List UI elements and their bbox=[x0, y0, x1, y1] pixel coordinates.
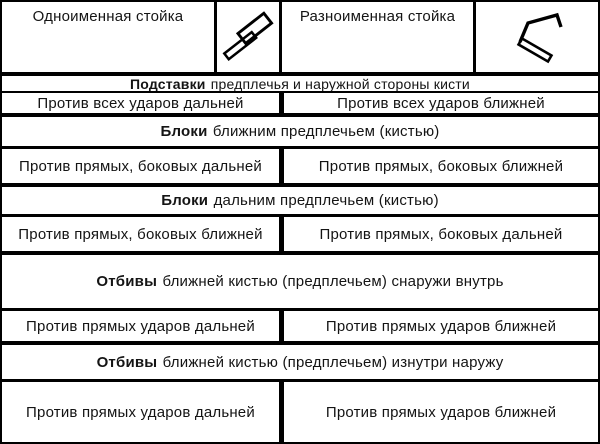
section-header-bold: Отбивы bbox=[96, 353, 158, 371]
cell-right: Против всех ударов ближней bbox=[337, 94, 545, 112]
same-name-stance-label: Одноименная стойка bbox=[2, 2, 217, 72]
different-name-stance-label: Разноименная стойка bbox=[282, 2, 476, 72]
different-name-stance-feet-icon bbox=[505, 8, 569, 66]
section-header-rest: дальним предплечьем (кистью) bbox=[209, 192, 439, 209]
section-row-bloki-far bbox=[2, 214, 598, 251]
section-row-otbivy-outside-in bbox=[2, 308, 598, 341]
cell-left: Против прямых, боковых дальней bbox=[2, 149, 284, 183]
cell-right: Против прямых ударов ближней bbox=[325, 403, 557, 421]
section-header-text bbox=[130, 76, 470, 92]
section-header-rest: ближней кистью (предплечьем) снаружи внутрь bbox=[158, 273, 504, 290]
section-header-text bbox=[96, 273, 503, 290]
cell-right: Против прямых, боковых ближней bbox=[318, 157, 564, 175]
section-header-bold: Подставки bbox=[130, 75, 206, 92]
cell-left: Против прямых, боковых ближней bbox=[2, 217, 284, 251]
cell-left: Против всех ударов дальней bbox=[2, 93, 284, 113]
section-header-text bbox=[161, 192, 439, 209]
section-header-otbivy-inside-out bbox=[2, 341, 598, 379]
section-header-otbivy-outside-in bbox=[2, 251, 598, 308]
cell-right: Против прямых, боковых дальней bbox=[319, 225, 563, 243]
section-header-rest: ближней кистью (предплечьем) изнутри наружу bbox=[158, 353, 504, 371]
section-header-rest: ближним предплечьем (кистью) bbox=[208, 123, 440, 140]
cell-left: Против прямых ударов дальней bbox=[2, 311, 284, 341]
different-name-stance-cell bbox=[476, 2, 598, 72]
section-header-bloki-far bbox=[2, 183, 598, 214]
cell-left: Против прямых ударов дальней bbox=[2, 382, 284, 442]
section-header-rest: предплечья и наружной стороны кисти bbox=[206, 75, 470, 92]
same-name-stance-feet-icon bbox=[219, 8, 277, 66]
section-header-text bbox=[97, 354, 504, 371]
section-header-podstavki bbox=[2, 72, 598, 91]
section-header-bloki-near bbox=[2, 113, 598, 146]
section-row-podstavki bbox=[2, 91, 598, 113]
stance-row bbox=[2, 2, 598, 72]
same-name-stance-cell bbox=[217, 2, 282, 72]
section-header-text bbox=[161, 123, 440, 140]
section-row-bloki-near bbox=[2, 146, 598, 183]
section-header-bold: Отбивы bbox=[96, 273, 158, 290]
cell-right: Против прямых ударов ближней bbox=[325, 317, 557, 335]
section-row-otbivy-inside-out bbox=[2, 379, 598, 442]
section-header-bold: Блоки bbox=[161, 192, 209, 209]
section-header-bold: Блоки bbox=[160, 123, 208, 140]
